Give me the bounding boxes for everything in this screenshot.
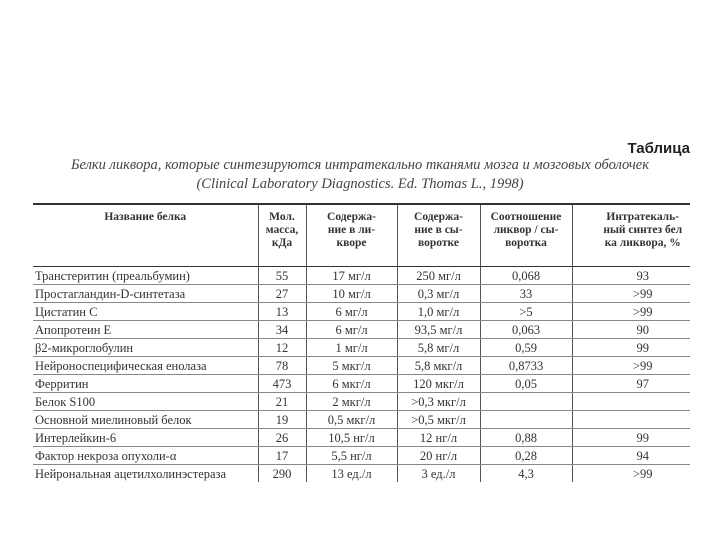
header-line: масса, xyxy=(265,224,299,236)
table-cell: 26 xyxy=(258,429,306,447)
table-cell: 99 xyxy=(572,429,690,447)
table-cell: >99 xyxy=(572,465,690,483)
table-cell: 3 ед./л xyxy=(397,465,480,483)
table-row xyxy=(33,447,690,465)
header-line: воротка xyxy=(505,237,547,249)
table-cell: 97 xyxy=(572,375,690,393)
table-cell: Апопротеин Е xyxy=(33,321,258,339)
table-row xyxy=(33,357,690,375)
header-line: воротке xyxy=(418,237,459,249)
table-cell: 4,3 xyxy=(480,465,572,483)
table-cell: 0,063 xyxy=(480,321,572,339)
table-cell: 13 xyxy=(258,303,306,321)
table-cell: 0,3 мг/л xyxy=(397,285,480,303)
table-cell: 21 xyxy=(258,393,306,411)
header-line: Интратекаль- xyxy=(606,211,680,223)
table-cell: 0,88 xyxy=(480,429,572,447)
table-cell: >5 xyxy=(480,303,572,321)
table-row xyxy=(33,411,690,429)
table-cell: 33 xyxy=(480,285,572,303)
table-cell: >0,5 мкг/л xyxy=(397,411,480,429)
header-line: Содержа- xyxy=(327,211,376,223)
table-cell: 13 ед./л xyxy=(306,465,397,483)
table-cell: 1 мг/л xyxy=(306,339,397,357)
table-cell: β2-микроглобулин xyxy=(33,339,258,357)
table-cell: Простагландин-D-синтетаза xyxy=(33,285,258,303)
header-line: ный синтез бел xyxy=(603,224,683,236)
table-cell: 120 мкг/л xyxy=(397,375,480,393)
table-cell: 10 мг/л xyxy=(306,285,397,303)
table-cell xyxy=(572,393,690,411)
header-line: ние в сы- xyxy=(414,224,463,236)
table-cell: 6 мг/л xyxy=(306,303,397,321)
table-cell: Нейрональная ацетилхолинэстераза xyxy=(35,466,227,481)
header-line: кДа xyxy=(271,237,293,249)
table-cell: 0,05 xyxy=(480,375,572,393)
column-header xyxy=(480,204,572,267)
table-caption: Белки ликвора, которые синтезируются интратекально тканями мозга и мозговых оболочек xyxy=(70,157,650,173)
table-cell: Белок S100 xyxy=(33,393,258,411)
table-cell: Интерлейкин-6 xyxy=(33,429,258,447)
table-cell: 99 xyxy=(572,339,690,357)
table-cell: 0,8733 xyxy=(480,357,572,375)
table-cell: 0,59 xyxy=(480,339,572,357)
header-line: ка ликвора, % xyxy=(604,237,681,249)
table-row xyxy=(33,339,690,357)
table-cell: 10,5 нг/л xyxy=(306,429,397,447)
table-cell: Фактор некроза опухоли-α xyxy=(33,447,258,465)
table-cell xyxy=(480,411,572,429)
table-cell: 19 xyxy=(258,411,306,429)
table-cell: 27 xyxy=(258,285,306,303)
column-header xyxy=(306,204,397,267)
table-cell: 5 мкг/л xyxy=(306,357,397,375)
table-row xyxy=(33,303,690,321)
protein-table-container xyxy=(33,203,690,482)
table-cell: 6 мг/л xyxy=(306,321,397,339)
table-cell: 93 xyxy=(572,267,690,285)
table-cell: 55 xyxy=(258,267,306,285)
table-cell: 5,5 нг/л xyxy=(306,447,397,465)
table-cell: 0,5 мкг/л xyxy=(306,411,397,429)
table-cell: 78 xyxy=(258,357,306,375)
table-cell: 1,0 мг/л xyxy=(397,303,480,321)
table-cell: 6 мкг/л xyxy=(306,375,397,393)
table-cell: >99 xyxy=(572,303,690,321)
table-cell: 5,8 мкг/л xyxy=(397,357,480,375)
table-cell: Транстеритин (преальбумин) xyxy=(33,267,258,285)
table-cell: 12 нг/л xyxy=(397,429,480,447)
column-header xyxy=(397,204,480,267)
header-line: ликвор / сы- xyxy=(493,224,559,236)
table-cell xyxy=(572,411,690,429)
header-line: Соотношение xyxy=(490,211,562,223)
table-source: (Clinical Laboratory Diagnostics. Ed. Thomas L., 1998) xyxy=(196,176,524,192)
table-cell: 2 мкг/л xyxy=(306,393,397,411)
column-header xyxy=(572,204,690,267)
table-cell: 17 xyxy=(258,447,306,465)
header-line: Мол. xyxy=(269,211,295,223)
header-line: Название белка xyxy=(104,211,187,223)
table-row xyxy=(33,285,690,303)
table-row xyxy=(33,429,690,447)
table-cell: 94 xyxy=(572,447,690,465)
table-cell: Ферритин xyxy=(33,375,258,393)
table-cell: 250 мг/л xyxy=(397,267,480,285)
table-cell: 12 xyxy=(258,339,306,357)
table-cell: 93,5 мг/л xyxy=(397,321,480,339)
header-line: Содержа- xyxy=(414,211,463,223)
table-cell: 90 xyxy=(572,321,690,339)
table-cell: 34 xyxy=(258,321,306,339)
table-row xyxy=(33,375,690,393)
table-cell: >0,3 мкг/л xyxy=(397,393,480,411)
table-row xyxy=(33,465,690,483)
table-cell: 17 мг/л xyxy=(306,267,397,285)
table-cell: Цистатин С xyxy=(33,303,258,321)
table-cell: 0,068 xyxy=(480,267,572,285)
table-cell: 473 xyxy=(258,375,306,393)
table-cell: 0,28 xyxy=(480,447,572,465)
column-header xyxy=(258,204,306,267)
table-cell: >99 xyxy=(572,357,690,375)
protein-table xyxy=(33,203,690,482)
table-cell: Нейроноспецифическая енолаза xyxy=(33,357,258,375)
table-row xyxy=(33,267,690,285)
table-row xyxy=(33,393,690,411)
table-row xyxy=(33,321,690,339)
column-header xyxy=(33,204,258,267)
header-line: ние в ли- xyxy=(327,224,376,236)
table-cell: 290 xyxy=(258,465,306,483)
table-label: Таблица xyxy=(627,140,690,157)
header-line: кворе xyxy=(336,237,367,249)
table-cell: >99 xyxy=(572,285,690,303)
table-cell xyxy=(480,393,572,411)
table-cell: 5,8 мг/л xyxy=(397,339,480,357)
table-cell: 20 нг/л xyxy=(397,447,480,465)
table-cell: Основной миелиновый белок xyxy=(33,411,258,429)
